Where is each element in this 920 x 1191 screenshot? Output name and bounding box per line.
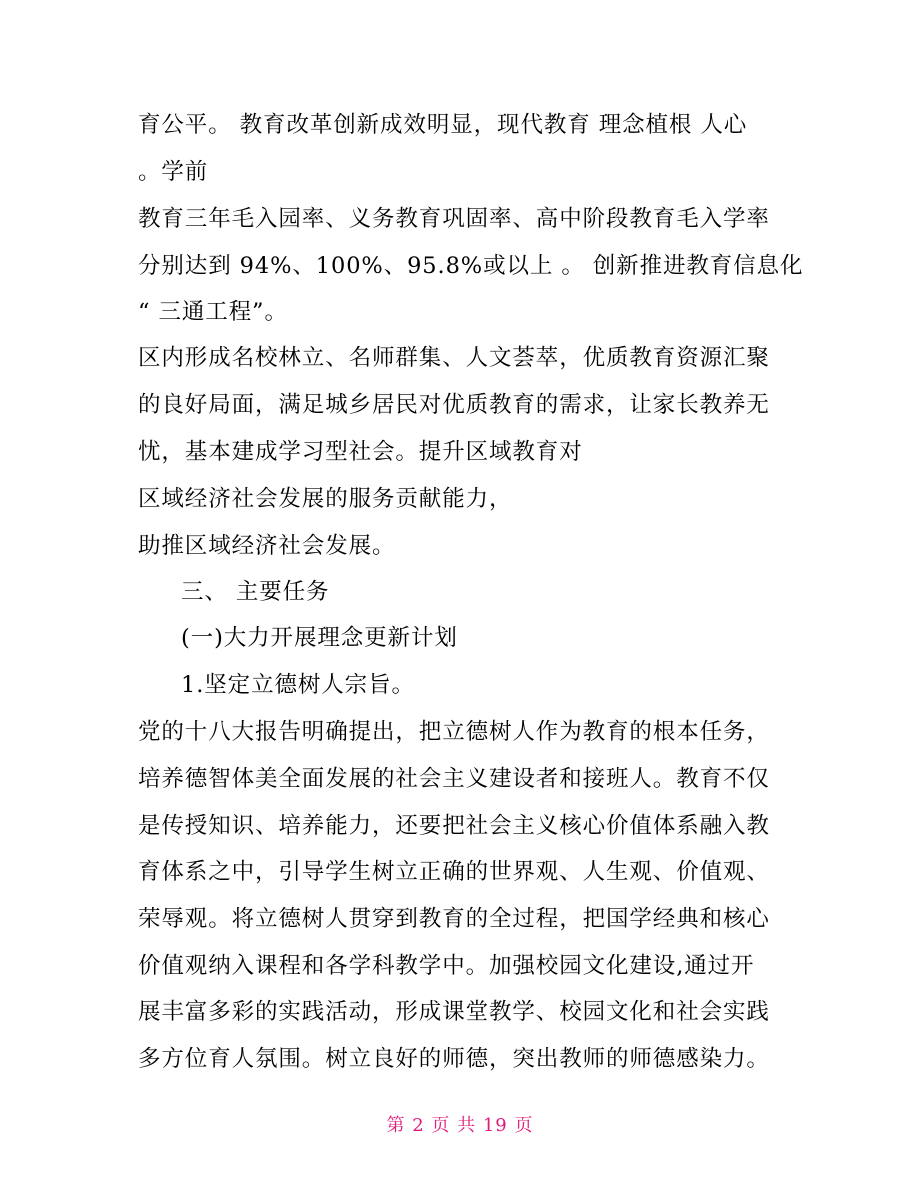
text-line: 区域经济社会发展的服务贡献能力， (138, 486, 513, 512)
text-line: “ 三通工程”。 (138, 299, 288, 325)
section-heading: 三、 主要任务 (181, 579, 330, 605)
text-line: 育体系之中，引导学生树立正确的世界观、人生观、价值观、 (138, 859, 770, 885)
text-line: 忧，基本建成学习型社会。提升区域教育对 (138, 439, 583, 465)
text-line: 党的十八大报告明确提出，把立德树人作为教育的根本任务， (138, 719, 770, 745)
text-line: 价值观纳入课程和各学科教学中。加强校园文化建设,通过开 (138, 953, 755, 979)
text-line: 是传授知识、培养能力，还要把社会主义核心价值体系融入教 (138, 813, 770, 839)
text-line: 助推区域经济社会发展。 (138, 533, 396, 559)
text-line: 。学前 (138, 159, 209, 185)
text-line: 展丰富多彩的实践活动，形成课堂教学、校园文化和社会实践 (138, 999, 770, 1025)
item-heading: 1.坚定立德树人宗旨。 (181, 672, 415, 698)
text-line: 培养德智体美全面发展的社会主义建设者和接班人。教育不仅 (138, 766, 770, 792)
text-line: 的良好局面，满足城乡居民对优质教育的需求，让家长教养无 (138, 392, 770, 418)
text-line: 育公平。 教育改革创新成效明显，现代教育 理念植根 人心 (138, 112, 748, 138)
page-number-footer: 第 2 页 共 19 页 (386, 1115, 534, 1136)
text-line: 教育三年毛入园率、义务教育巩固率、高中阶段教育毛入学率 (138, 206, 770, 232)
text-line: 分别达到 94%、100%、95.8%或以上 。 创新推进教育信息化 (138, 253, 804, 279)
subsection-heading: (一)大力开展理念更新计划 (181, 625, 458, 651)
text-line: 多方位育人氛围。树立良好的师德，突出教师的师德感染力。 (138, 1046, 770, 1072)
text-line: 区内形成名校林立、名师群集、人文荟萃，优质教育资源汇聚 (138, 345, 770, 371)
text-line: 荣辱观。将立德树人贯穿到教育的全过程，把国学经典和核心 (138, 906, 770, 932)
